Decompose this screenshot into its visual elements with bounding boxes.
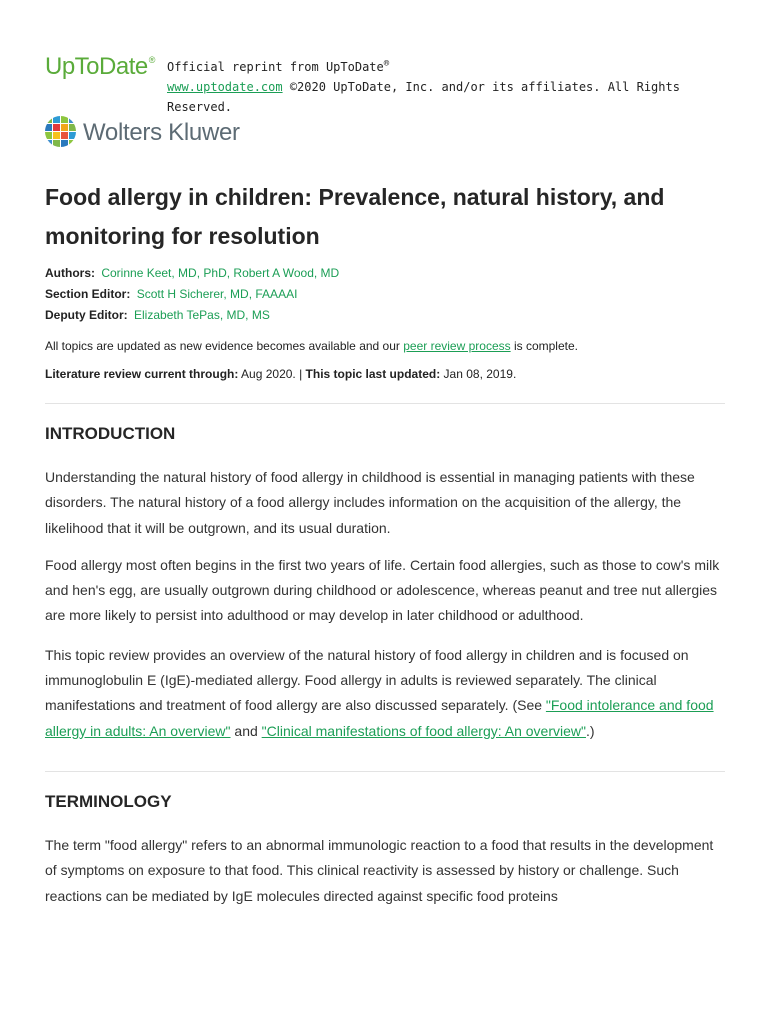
reprint-line-text: Official reprint from UpToDate (167, 60, 384, 74)
wolters-kluwer-mosaic-icon (45, 116, 76, 147)
terminology-paragraph-1: The term "food allergy" refers to an abnormal immunologic reaction to a food that results in the development of symptoms on exposure to that food. This clinical reactivity is assessed by history or challenge. Such reactions can be mediated by IgE molecules directed against specific food proteins (45, 836, 714, 904)
terminology-heading: TERMINOLOGY (45, 791, 172, 811)
introduction-paragraph-1: Understanding the natural history of food allergy in childhood is essential in managing patients with these disorders. The natural history of a food allergy includes information on the acquisition of the allergy, the likelihood that it will be outgrown, and its usual duration. (45, 469, 695, 536)
section-editor-link[interactable]: Scott H Sicherer, MD, FAAAAI (136, 287, 298, 301)
introduction-paragraph-2: Food allergy most often begins in the first two years of life. Certain food allergies, such as those to cow's milk and hen's egg, are usually outgrown during childhood or adolescence, whereas peanut and tree nut allergies are more likely to persist into adulthood or may develop in later childhood or adulthood. (45, 556, 720, 624)
reprint-notice (167, 54, 745, 117)
publisher-name: Wolters Kluwer (83, 119, 240, 146)
peer-review-link[interactable]: peer review process (403, 339, 511, 353)
uptodate-logo-text: UpToDate (45, 53, 148, 80)
update-notice (45, 337, 725, 355)
introduction-heading: INTRODUCTION (45, 424, 176, 443)
food-intolerance-adults-link[interactable]: "Food intolerance and food allergy in adults: An overview" (45, 697, 714, 739)
p3-text-before: This topic review provides an overview of the natural history of food allergy in children and is focused on immunoglobulin E (IgE)-mediated allergy. Food allergy in adults is reviewed separately. The clinical manifestations and treatment of food allergy are also discussed separately. (See (45, 646, 689, 714)
uptodate-logo (45, 53, 155, 81)
notice-text-after: is complete. (510, 339, 578, 353)
article-title: Food allergy in children: Prevalence, natural history, and monitoring for resolution (45, 184, 665, 249)
deputy-editor-row (45, 305, 725, 326)
last-updated-value: Jan 08, 2019. (440, 367, 517, 381)
authors-row (45, 263, 725, 284)
deputy-editor-link[interactable]: Elizabeth TePas, MD, MS (134, 308, 270, 322)
introduction-paragraph-3 (45, 643, 725, 744)
deputy-editor-label: Deputy Editor: (45, 308, 128, 322)
p3-text-and: and (230, 722, 262, 739)
section-editor-row (45, 284, 725, 305)
reprint-line (167, 54, 745, 77)
uptodate-url-link[interactable]: www.uptodate.com (167, 80, 283, 94)
authors-link[interactable]: Corinne Keet, MD, PhD, Robert A Wood, MD (101, 266, 340, 280)
section-editor-label: Section Editor: (45, 287, 131, 301)
copyright-line (167, 77, 745, 117)
reprint-header (45, 52, 745, 114)
clinical-manifestations-link[interactable]: "Clinical manifestations of food allergy: An overview" (261, 722, 586, 739)
last-updated-label: This topic last updated: (305, 367, 441, 381)
section-divider (45, 403, 725, 404)
copyright-text: ©2020 UpToDate, Inc. and/or its affiliates. All Rights Reserved. (167, 80, 680, 114)
article-content (45, 178, 725, 909)
section-divider (45, 771, 725, 772)
notice-text-before: All topics are updated as new evidence becomes available and our (45, 339, 404, 353)
registered-mark: ® (148, 55, 155, 65)
authors-label: Authors: (45, 266, 95, 280)
p3-text-after: .) (585, 722, 595, 739)
literature-review-line (45, 365, 725, 383)
reprint-registered-mark: ® (383, 59, 390, 69)
lit-review-value: Aug 2020. | (238, 367, 306, 381)
lit-review-label: Literature review current through: (45, 367, 239, 381)
publisher-logo (45, 116, 265, 148)
